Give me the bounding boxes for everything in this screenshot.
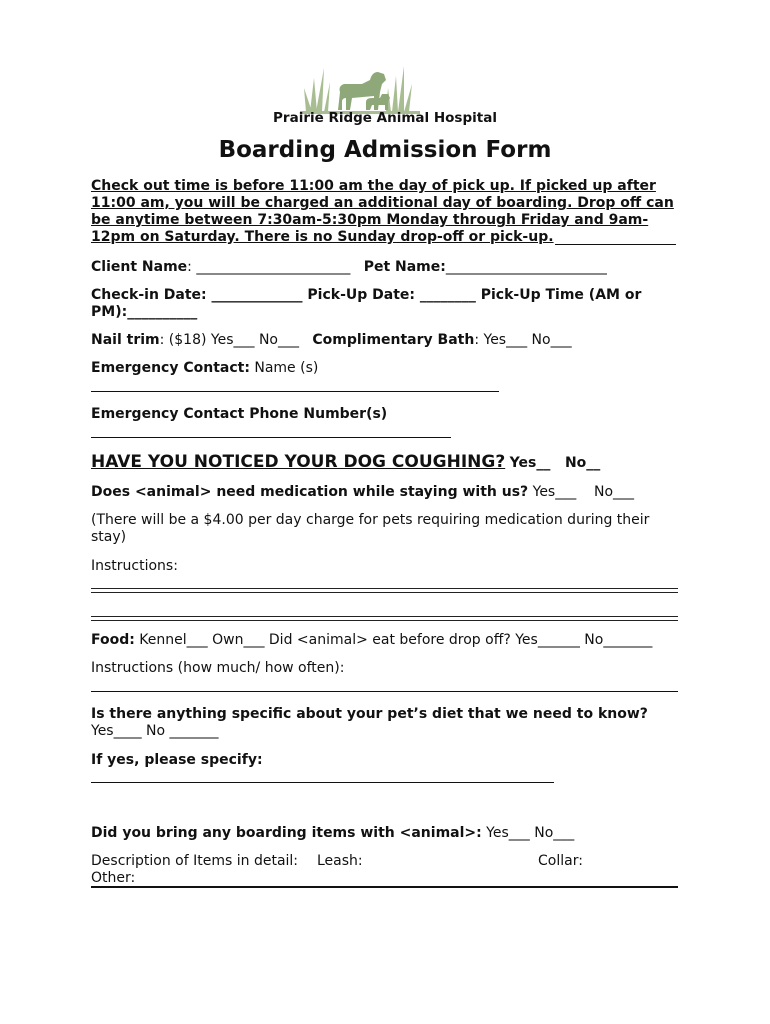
other-label: Other:: [91, 870, 136, 886]
diet-specify-line[interactable]: [91, 782, 554, 783]
notice-line-4-text: 12pm on Saturday. There is no Sunday drop-off or pick-up.: [91, 229, 554, 245]
emergency-phone-label: Emergency Contact Phone Number(s): [91, 406, 388, 422]
coughing-row: [91, 452, 600, 473]
items-options[interactable]: Yes___ No___: [481, 825, 575, 841]
food-label: Food:: [91, 632, 135, 648]
bath-options[interactable]: : Yes___ No___: [474, 332, 572, 348]
emergency-contact-label: Emergency Contact:: [91, 360, 250, 376]
notice-line-4: [91, 229, 554, 246]
food-instructions-label: Instructions (how much/ how often):: [91, 660, 345, 676]
items-question: Did you bring any boarding items with <animal>:: [91, 825, 482, 841]
notice-underline: [555, 244, 676, 245]
client-pet-row: [91, 259, 607, 276]
food-instructions-line[interactable]: [91, 691, 678, 692]
nail-trim-label: Nail trim: [91, 332, 160, 348]
medication-options[interactable]: Yes___ No___: [528, 484, 635, 500]
checkin-line-1[interactable]: Check-in Date: _____________ Pick-Up Date: ________ Pick-Up Time (AM or: [91, 287, 642, 303]
coughing-options[interactable]: Yes__ No__: [509, 455, 601, 471]
items-row: [91, 825, 574, 842]
instructions-line-1[interactable]: [91, 588, 678, 593]
diet-options[interactable]: Yes____ No _______: [91, 723, 219, 739]
hospital-name: Prairie Ridge Animal Hospital: [273, 110, 497, 126]
emergency-contact-row: [91, 360, 318, 377]
emergency-name-line[interactable]: [91, 391, 499, 392]
bath-label: Complimentary Bath: [312, 332, 475, 348]
items-bottom-line[interactable]: [91, 886, 678, 888]
medication-question: Does <animal> need medication while staying with us?: [91, 484, 529, 500]
dog-grass-logo-icon: [300, 58, 420, 114]
emergency-phone-line[interactable]: [91, 437, 451, 438]
pet-name-label: Pet Name:: [363, 259, 446, 275]
emergency-contact-name: Name (s): [249, 360, 319, 376]
items-description-label: Description of Items in detail:: [91, 853, 299, 869]
collar-label: Collar:: [538, 853, 583, 869]
pet-name-field[interactable]: _______________________: [445, 259, 607, 275]
client-name-label: Client Name: [91, 259, 188, 275]
checkin-line-2[interactable]: PM):__________: [91, 304, 198, 320]
notice-line-1: Check out time is before 11:00 am the day of pick up. If picked up after: [91, 178, 656, 194]
instructions-line-2[interactable]: [91, 616, 678, 621]
page-title: Boarding Admission Form: [218, 137, 552, 163]
leash-label: Leash:: [317, 853, 363, 869]
coughing-question: HAVE YOU NOTICED YOUR DOG COUGHING?: [91, 452, 506, 472]
nail-trim-row: [91, 332, 572, 349]
medication-note-2: stay): [91, 529, 127, 545]
instructions-label: Instructions:: [91, 558, 178, 574]
notice-line-3: be anytime between 7:30am-5:30pm Monday through Friday and 9am-: [91, 212, 649, 228]
client-name-field[interactable]: : ______________________: [187, 259, 351, 275]
diet-specify-label: If yes, please specify:: [91, 752, 263, 768]
hospital-logo: [300, 58, 420, 114]
diet-question: Is there anything specific about your pet’s diet that we need to know?: [91, 706, 648, 722]
medication-note-1: (There will be a $4.00 per day charge for pets requiring medication during their: [91, 512, 650, 528]
food-row: [91, 632, 652, 649]
food-options[interactable]: Kennel___ Own___ Did <animal> eat before drop off? Yes______ No_______: [134, 632, 653, 648]
medication-row: [91, 484, 634, 501]
notice-line-2: 11:00 am, you will be charged an additional day of boarding. Drop off can: [91, 195, 674, 211]
nail-trim-options[interactable]: : ($18) Yes___ No___: [159, 332, 299, 348]
